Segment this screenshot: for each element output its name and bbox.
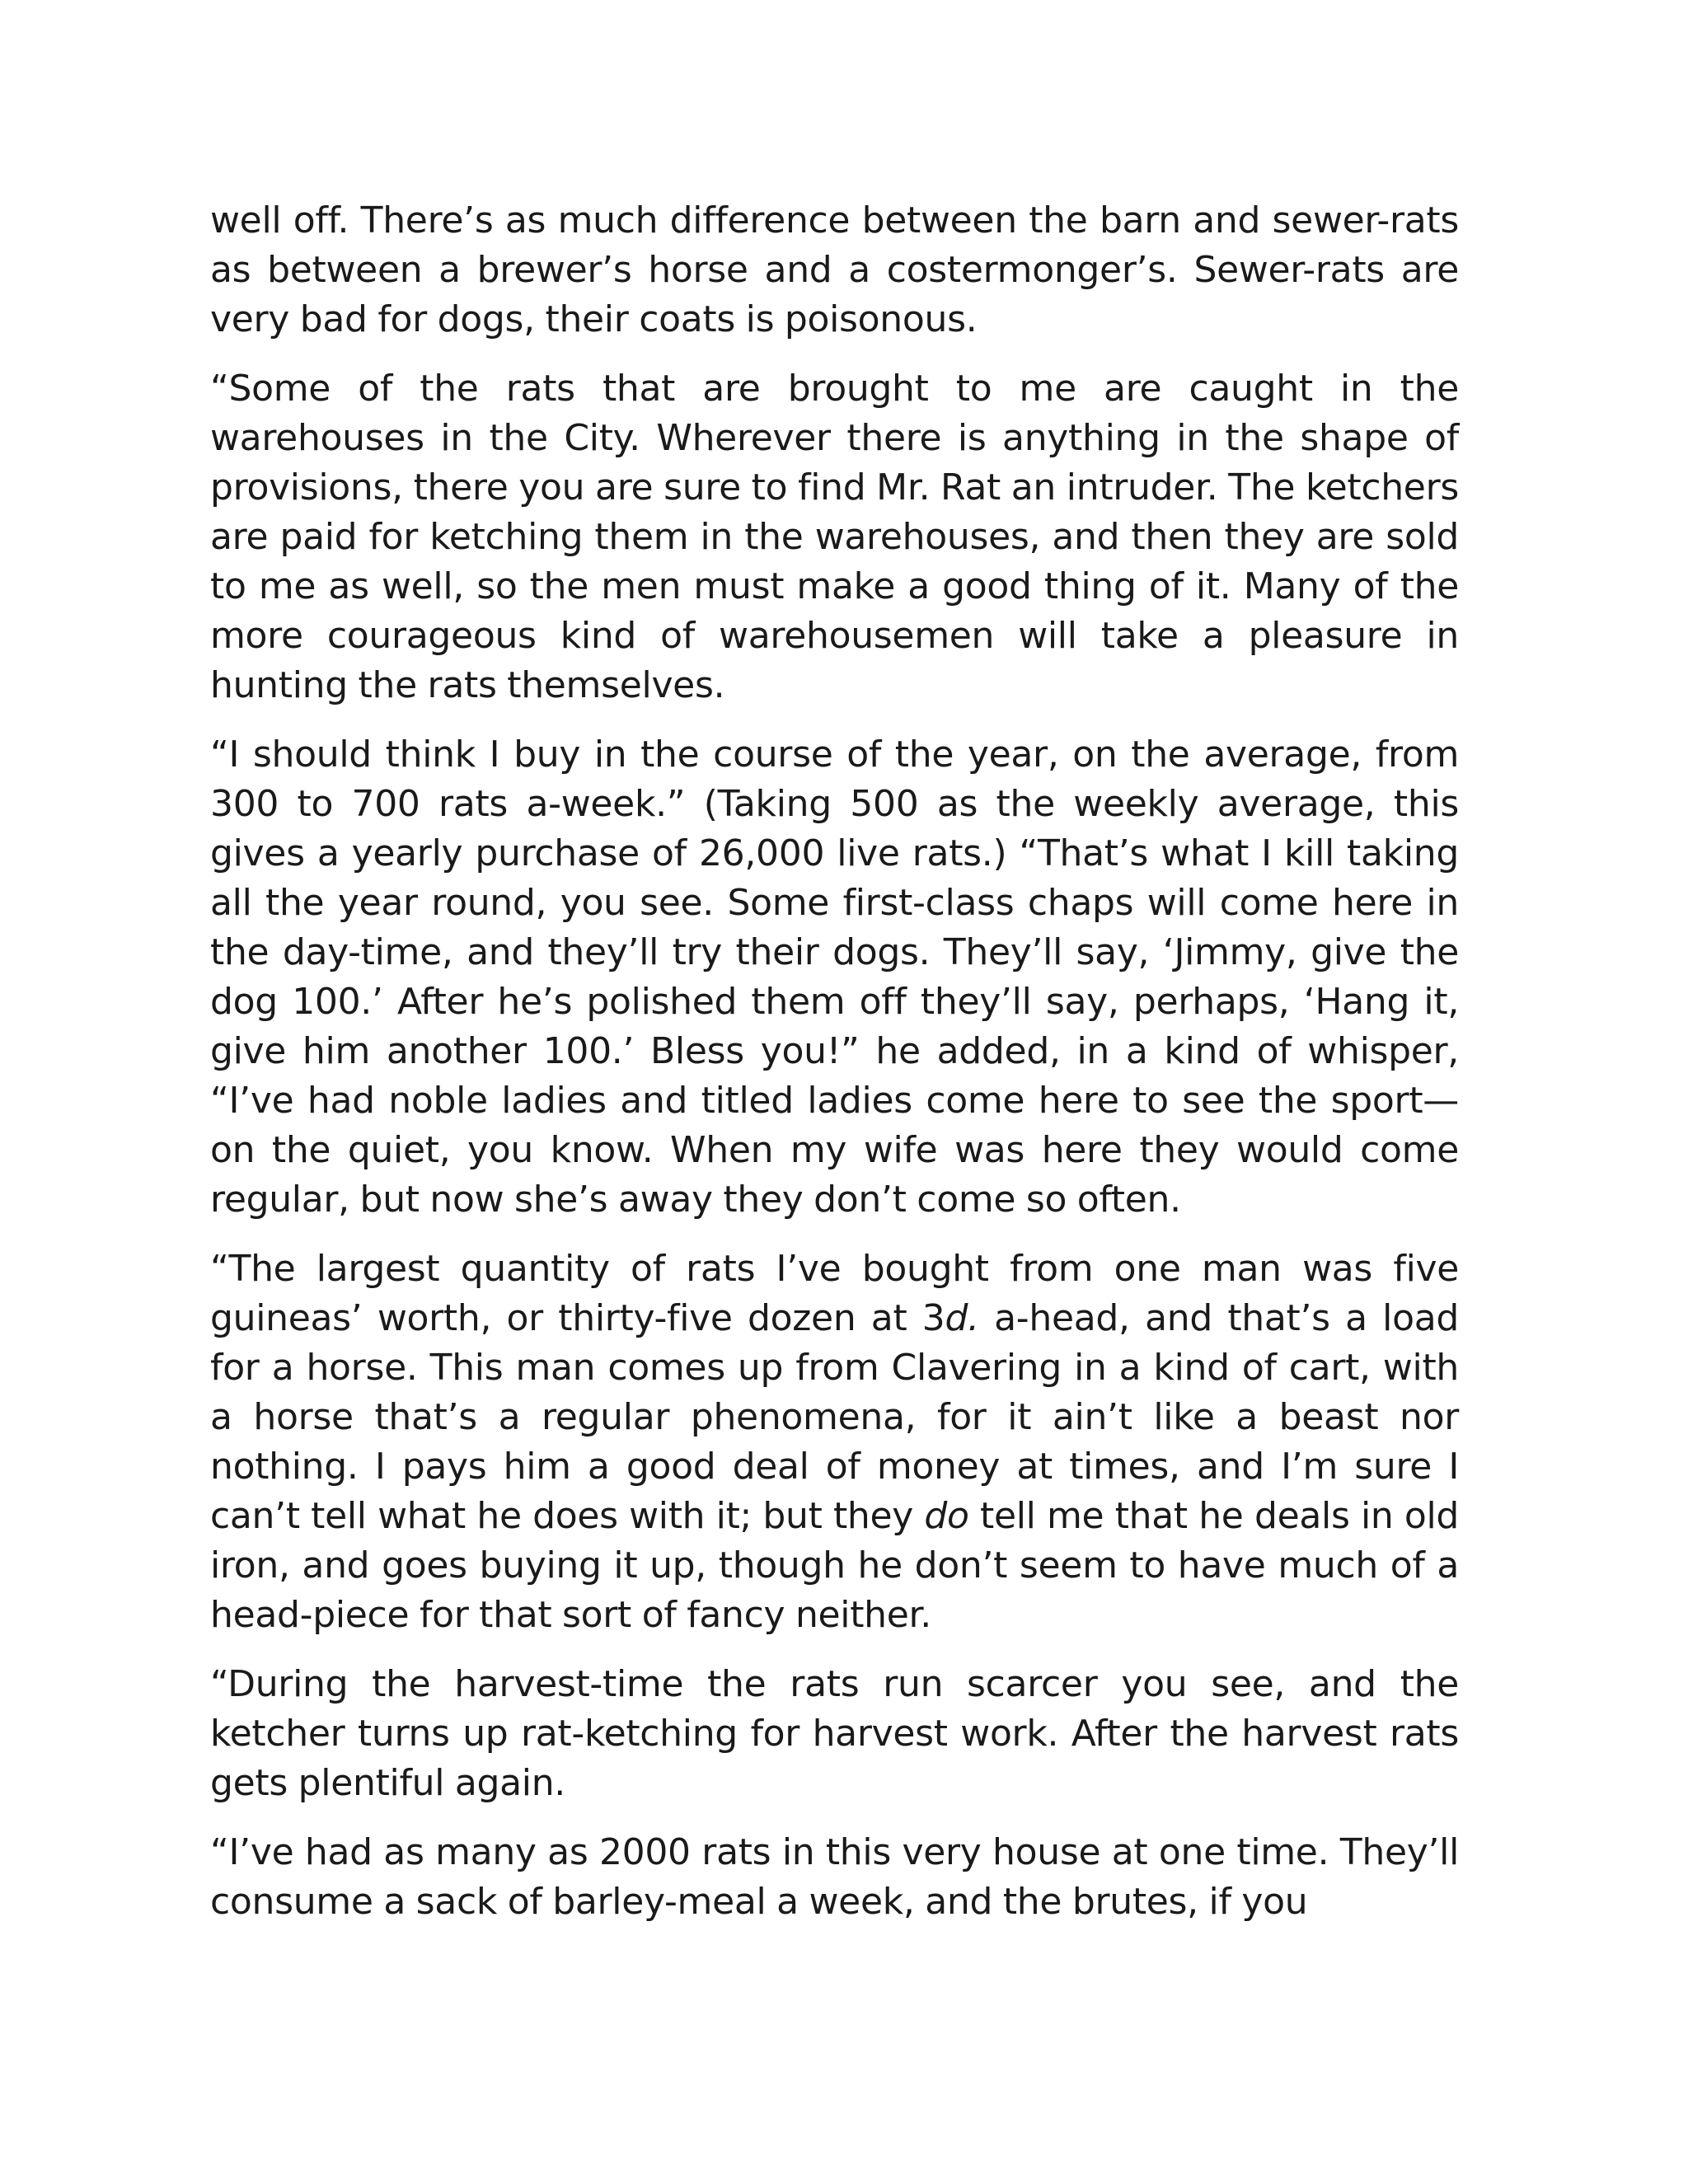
paragraph xyxy=(210,1244,1459,1640)
paragraph-text: tell me that he deals in old iron, and goes buying it up, though he don’t seem to have much of a head-piece for that sort of fancy neither. xyxy=(210,1495,1460,1636)
paragraph xyxy=(210,1660,1459,1808)
paragraph-text: “Some of the rats that are brought to me are caught in the warehouses in the City. Wherever there is anything in the shape of provisions, there you are sure to find Mr. Rat an intruder. The ketchers are paid for ketching them in the warehouses, and then they are sold to me as well, so the men must make a good thing of it. Many of the more courageous kind of warehousemen will take a pleasure in hunting the rats themselves. xyxy=(210,368,1459,706)
paragraph-text: “The largest quantity of rats I’ve bought from one man was five guineas’ worth, or thirty-five dozen at 3 xyxy=(210,1248,1459,1339)
paragraph xyxy=(210,730,1459,1225)
paragraph-text: well off. There’s as much difference between the barn and sewer-rats as between a brewer’s horse and a costermonger’s. Sewer-rats are very bad for dogs, their coats is poisonous. xyxy=(210,199,1459,340)
paragraph-text: “I’ve had as many as 2000 rats in this very house at one time. They’ll consume a sack of barley-meal a week, and the brutes, if you xyxy=(210,1831,1459,1923)
paragraph-text: a-head, and that’s a load for a horse. This man comes up from Clavering in a kind of cart, with a horse that’s a regular phenomena, for it ain’t like a beast nor nothing. I pays him a good deal of money at times, and I’m sure I can’t tell what he does with it; but they xyxy=(210,1297,1459,1537)
paragraph xyxy=(210,1828,1459,1927)
paragraph-text: “During the harvest-time the rats run scarcer you see, and the ketcher turns up rat-ketching for harvest work. After the harvest rats gets plentiful again. xyxy=(210,1663,1459,1804)
paragraph-text: “I should think I buy in the course of the year, on the average, from 300 to 700 rats a-week.” (Taking 500 as the weekly average, this gives a yearly purchase of 26,000 live rats.) “That’s what I kill taking all the year round, you see. Some first-class chaps will come here in the day-time, and they’ll try their dogs. They’ll say, ‘Jimmy, give the dog 100.’ After he’s polished them off they’ll say, perhaps, ‘Hang it, give him another 100.’ Bless you!” he added, in a kind of whisper, “I’ve had noble ladies and titled ladies come here to see the sport—on the quiet, you know. When my wife was here they would come regular, but now she’s away they don’t come so often. xyxy=(210,733,1459,1221)
body-text xyxy=(210,196,1459,1947)
paragraph xyxy=(210,364,1459,710)
paragraph xyxy=(210,196,1459,344)
italic-emphasis: do xyxy=(924,1495,969,1537)
italic-abbreviation: d. xyxy=(945,1297,979,1339)
